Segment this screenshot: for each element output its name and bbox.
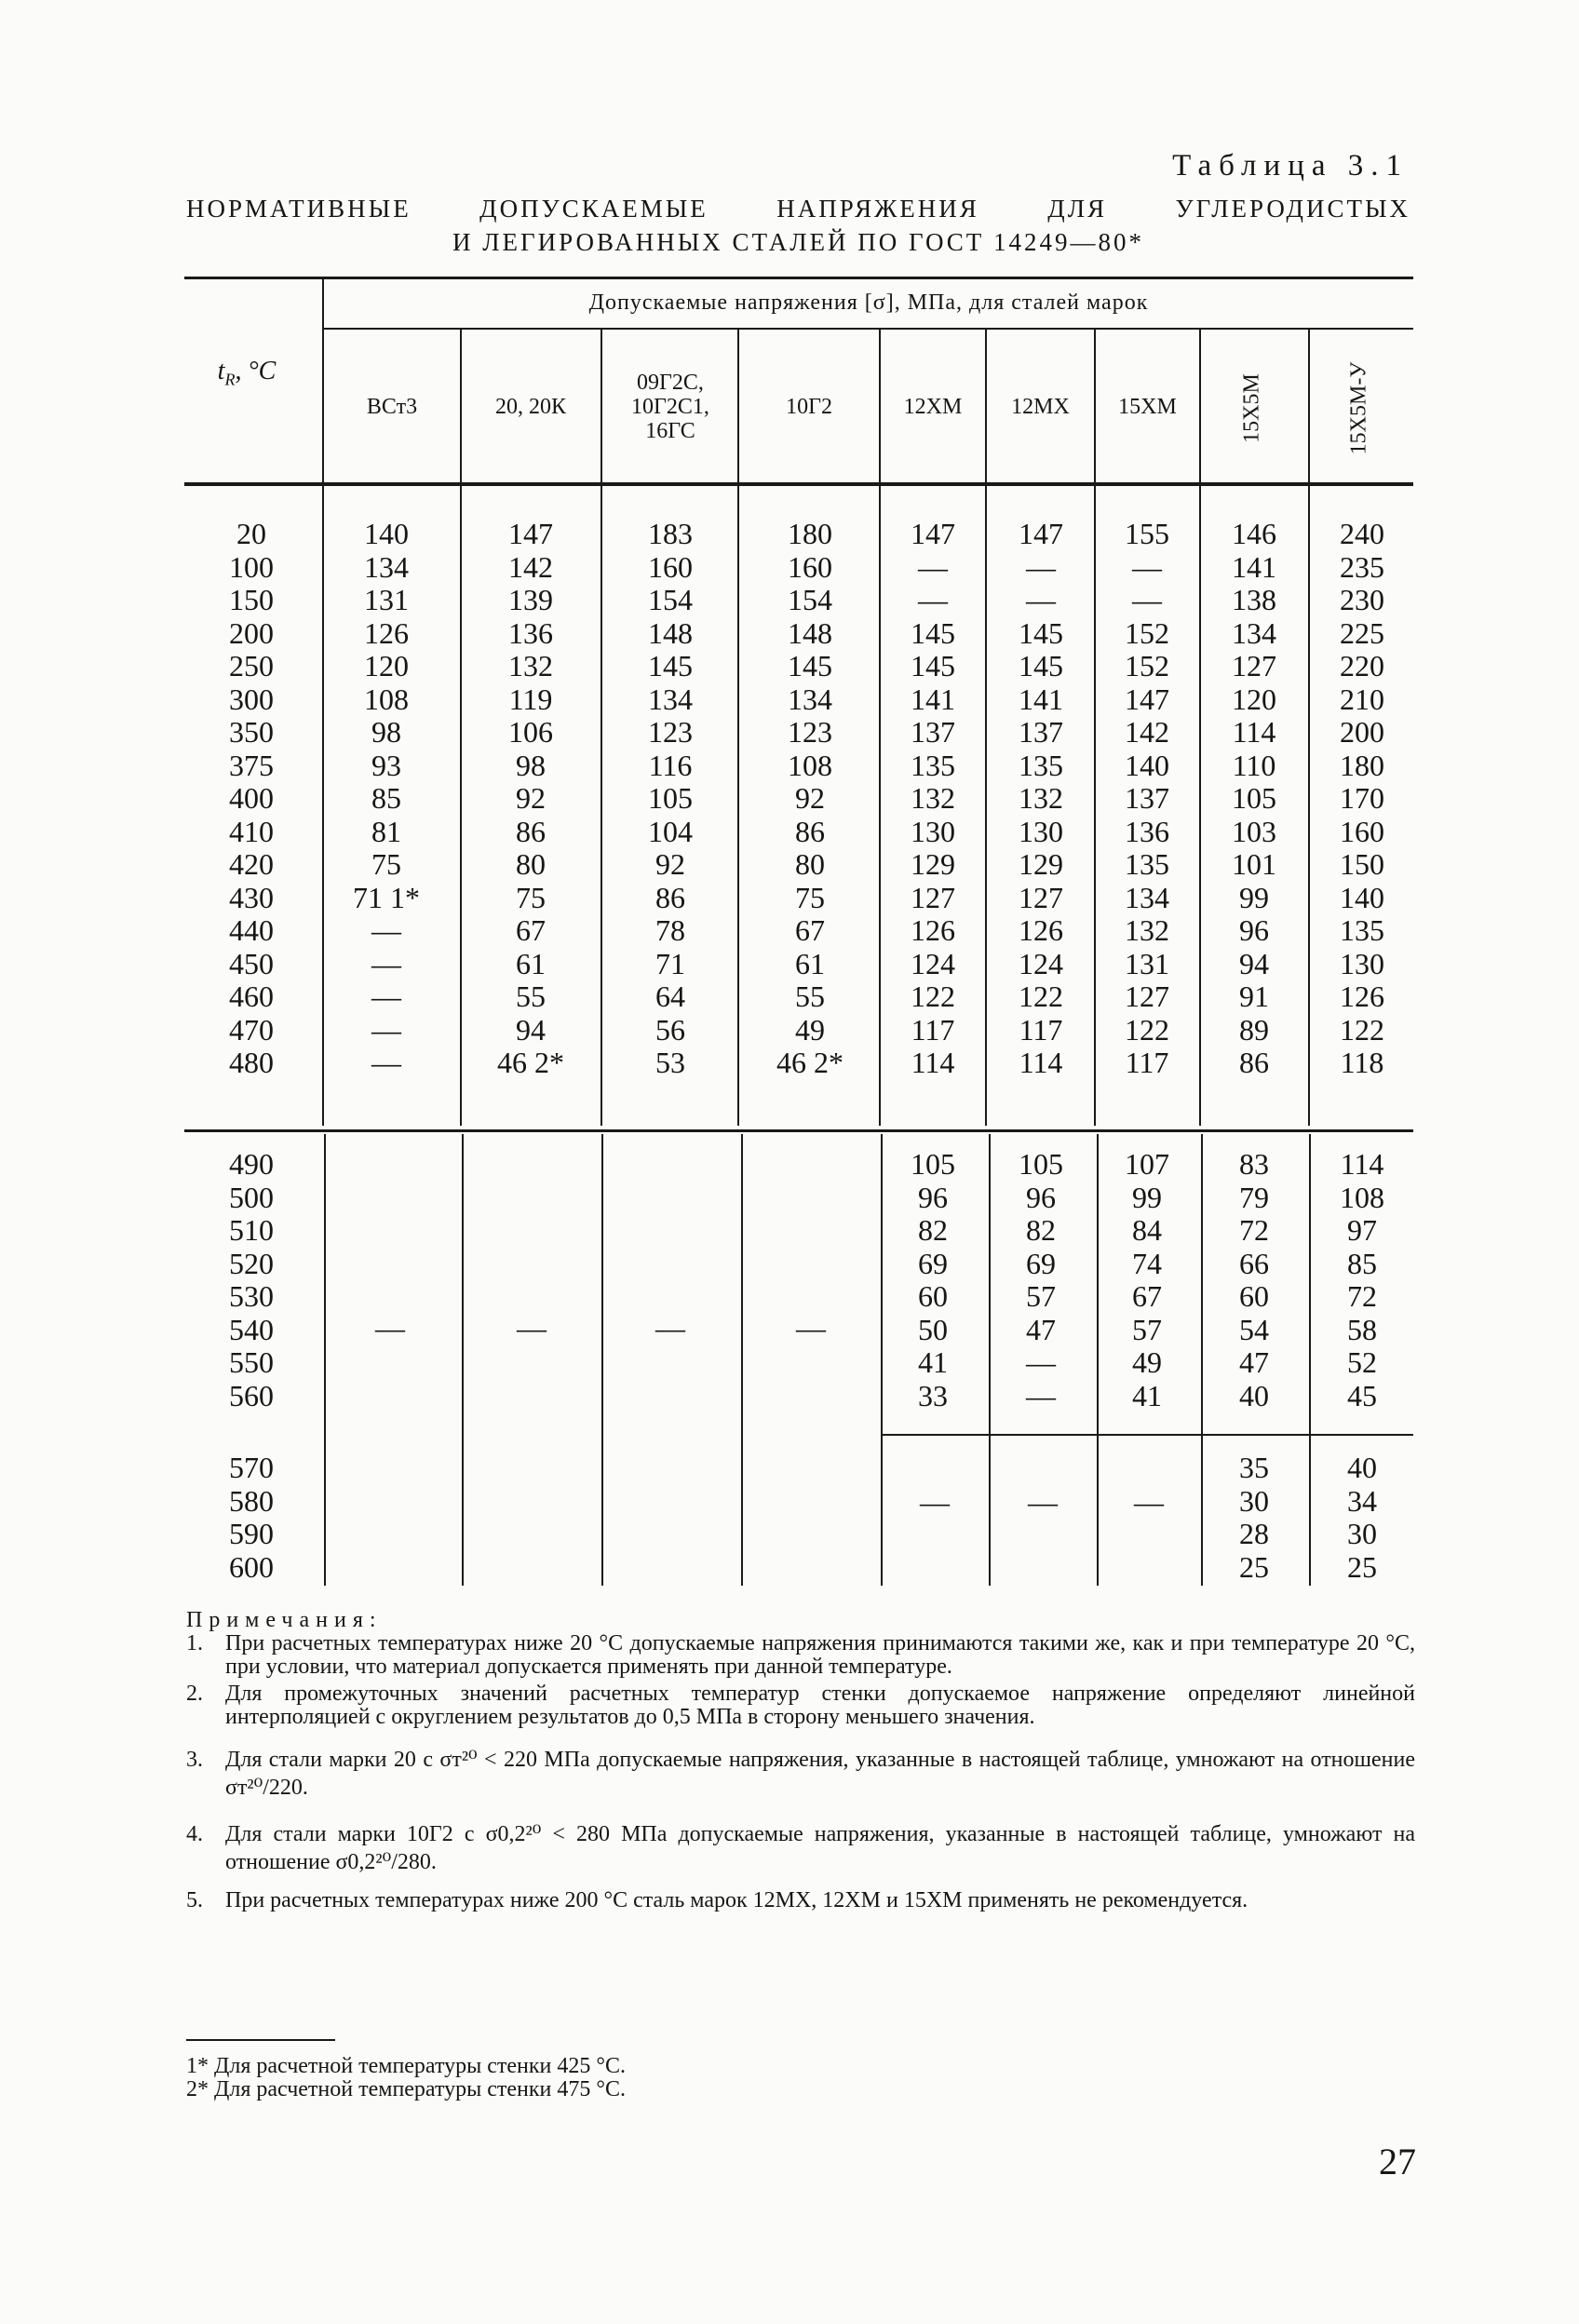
- col-12mh-values: 147 — — 145 145 141 137 135 132 130 129 127 126 124 122 117 114: [1019, 517, 1063, 1079]
- header-col-15hm: 15ХМ: [1118, 395, 1177, 419]
- col-15h5m-values: 146 141 138 134 127 120 114 110 105 103 101 99 96 94 91 89 86: [1232, 517, 1276, 1079]
- col-divider: [1308, 330, 1310, 1126]
- col-15h5m-u-values-3: 40 34 30 25: [1347, 1451, 1377, 1584]
- section-rule-570: [882, 1434, 1413, 1436]
- note-4: 4. Для стали марки 10Г2 с σ0,2²⁰ < 280 МПа допускаемые напряжения, указанные в настоящей таблице, умножают на отношение σ0,2²⁰/280.: [186, 1822, 1415, 1874]
- table-label: Таблица 3.1: [1172, 149, 1409, 182]
- col-10g2-values: 180 160 154 148 145 134 123 108 92 86 80 75 67 61 55 49 46 2*: [776, 517, 843, 1079]
- footnote-1: 1* Для расчетной температуры стенки 425 °С.: [186, 2054, 627, 2078]
- col-divider: [1094, 330, 1096, 1126]
- page-number: 27: [1379, 2141, 1416, 2182]
- note-3: 3. Для стали марки 20 с σт²⁰ < 220 МПа допускаемые напряжения, указанные в настоящей таблице, умножают на отношение σт²⁰/220.: [186, 1748, 1415, 1800]
- footnote-2: 2* Для расчетной температуры стенки 475 °С.: [186, 2077, 627, 2101]
- col-12hm-values-2: 105 96 82 69 60 50 41 33: [911, 1147, 955, 1412]
- temp-column-1: 20 100 150 200 250 300 350 375 400 410 420 430 440 450 460 470 480: [229, 517, 274, 1079]
- header-col-09g2s: 09Г2С, 10Г2С1, 16ГС: [631, 371, 709, 443]
- section-rule-490: [184, 1129, 1413, 1132]
- col-divider: [879, 330, 881, 1126]
- dash-09g2s-490: —: [655, 1311, 685, 1344]
- dash-vst3-490: —: [375, 1311, 405, 1344]
- col-15h5m-values-2: 83 79 72 66 60 54 47 40: [1239, 1147, 1269, 1412]
- col-15hm-values-2: 107 99 84 74 67 57 49 41: [1125, 1147, 1169, 1412]
- col-divider: [1199, 330, 1201, 1126]
- dash-10g2-490: —: [796, 1311, 826, 1344]
- col-divider: [737, 330, 739, 1126]
- col-divider: [985, 330, 987, 1126]
- col-20-20k-values: 147 142 139 136 132 119 106 98 92 86 80 75 67 61 55 94 46 2*: [497, 517, 564, 1079]
- col-divider: [741, 1134, 743, 1586]
- note-2: 2. Для промежуточных значений расчетных температур стенки допускаемое напряжение определяют линейной интерполяцией с округлением результатов до 0,5 МПа в сторону меньшего значения.: [186, 1682, 1415, 1729]
- header-col-10g2: 10Г2: [786, 395, 832, 419]
- dash-12hm-570: —: [920, 1485, 950, 1519]
- col-15h5m-values-3: 35 30 28 25: [1239, 1451, 1269, 1584]
- table-title-line-2: И ЛЕГИРОВАННЫХ СТАЛЕЙ ПО ГОСТ 14249—80*: [452, 228, 1145, 256]
- col-vst3-values: 140 134 131 126 120 108 98 93 85 81 75 71 1* — — — — —: [353, 517, 420, 1079]
- table-title-line-1: НОРМАТИВНЫЕ ДОПУСКАЕМЫЕ НАПРЯЖЕНИЯ ДЛЯ УГЛЕРОДИСТЫХ: [186, 195, 1410, 223]
- header-col-20-20k: 20, 20К: [494, 395, 566, 419]
- header-col-12mh: 12МХ: [1011, 395, 1070, 419]
- col-divider: [601, 330, 602, 1126]
- col-divider: [601, 1134, 603, 1586]
- temp-column-2: 490 500 510 520 530 540 550 560: [229, 1147, 274, 1412]
- note-1: 1. При расчетных температурах ниже 20 °С допускаемые напряжения принимаются такими же, как и при температуре 20 °С, при условии, что материал допускается применять при данной температуре.: [186, 1631, 1415, 1679]
- header-temperature: $t_R$, °C: [217, 357, 277, 389]
- dash-15hm-570: —: [1134, 1485, 1164, 1519]
- table-top-rule: [184, 277, 1413, 279]
- col-divider: [881, 1134, 883, 1586]
- col-divider: [324, 1134, 326, 1586]
- note-5: 5. При расчетных температурах ниже 200 °С сталь марок 12МХ, 12ХМ и 15ХМ применять не рекомендуется.: [186, 1888, 1248, 1912]
- col-15h5m-u-values: 240 235 230 225 220 210 200 180 170 160 150 140 135 130 126 122 118: [1340, 517, 1384, 1079]
- header-col-15h5m: 15Х5М: [1239, 373, 1264, 443]
- notes-heading: Примечания:: [186, 1608, 383, 1632]
- col-divider: [460, 330, 462, 1126]
- header-col-15h5m-u: 15Х5М-У: [1346, 361, 1371, 455]
- dash-20k-490: —: [517, 1311, 547, 1344]
- group-header-rule: [323, 328, 1413, 330]
- header-bottom-rule: [184, 482, 1413, 486]
- footnote-rule: [186, 2039, 335, 2041]
- col-09g2s-values: 183 160 154 148 145 134 123 116 105 104 92 86 78 71 64 56 53: [648, 517, 693, 1079]
- col-15h5m-u-values-2: 114 108 97 85 72 58 52 45: [1340, 1147, 1384, 1412]
- header-group-label: Допускаемые напряжения [σ], МПа, для сталей марок: [588, 290, 1149, 315]
- col-15hm-values: 155 — — 152 152 147 142 140 137 136 135 134 132 131 127 122 117: [1125, 517, 1169, 1079]
- header-col-12hm: 12ХМ: [903, 395, 963, 419]
- temp-column-3: 570 580 590 600: [229, 1451, 274, 1584]
- header-col-vst3: ВСт3: [366, 395, 418, 419]
- col-divider: [462, 1134, 464, 1586]
- notes-section: [186, 1609, 1415, 1912]
- dash-12mh-570: —: [1028, 1485, 1058, 1519]
- col-12hm-values: 147 — — 145 145 141 137 135 132 130 129 127 126 124 122 117 114: [911, 517, 955, 1079]
- col-12mh-values-2: 105 96 82 69 57 47 — —: [1019, 1147, 1063, 1412]
